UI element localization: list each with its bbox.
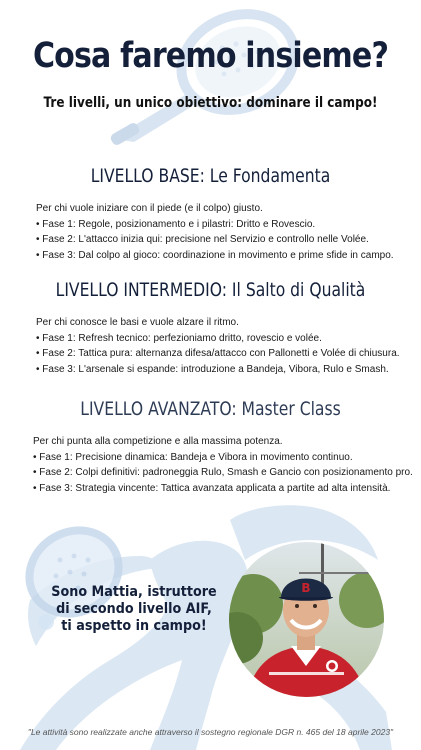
- level-intermedio-heading: LIVELLO INTERMEDIO: Il Salto di Qualità: [55, 279, 366, 301]
- level-avanzato-intro: Per chi punta alla competizione e alla massima potenza.: [33, 436, 283, 447]
- level-avanzato-phase-3: • Fase 3: Strategia vincente: Tattica avanzata applicata a partite ad alta intensità.: [33, 482, 391, 494]
- level-base-heading: LIVELLO BASE: Le Fondamenta: [90, 165, 331, 187]
- level-intermedio-intro: Per chi conosce le basi e vuole alzare il ritmo.: [36, 317, 239, 328]
- footer-note: "Le attività sono realizzate anche attraverso il sostegno regionale DGR n. 465 del 18 aprile 2023": [27, 727, 394, 737]
- page-subtitle: Tre livelli, un unico obiettivo: dominare il campo!: [43, 95, 378, 111]
- level-base-phase-1: • Fase 1: Regole, posizionamento e i pilastri: Dritto e Rovescio.: [36, 218, 316, 230]
- level-base-intro: Per chi vuole iniziare con il piede (e il colpo) giusto.: [36, 203, 263, 214]
- level-base-section: [0, 165, 421, 263]
- level-base-phase-2: • Fase 2: L'attacco inizia qui: precisione nel Servizio e controllo nelle Volée.: [36, 234, 369, 245]
- instructor-portrait: [229, 542, 384, 697]
- instructor-signoff: [46, 584, 222, 635]
- signoff-line-1: Sono Mattia, istruttore: [51, 584, 217, 600]
- level-intermedio-phase-1: • Fase 1: Refresh tecnico: perfezioniamo dritto, rovescio e volée.: [36, 332, 322, 344]
- level-avanzato-heading: LIVELLO AVANZATO: Master Class: [80, 398, 341, 420]
- level-intermedio-section: [0, 279, 421, 377]
- cap-logo: B: [301, 581, 311, 595]
- page-title: Cosa faremo insieme?: [32, 36, 389, 76]
- level-intermedio-phase-3: • Fase 3: L'arsenale si espande: introduzione a Bandeja, Vibora, Rulo e Smash.: [36, 363, 389, 375]
- level-avanzato-section: [0, 398, 421, 496]
- level-intermedio-body: [0, 315, 421, 377]
- signoff-line-2: di secondo livello AIF,: [56, 601, 212, 617]
- level-base-body: [0, 201, 421, 263]
- signoff-line-3: ti aspetto in campo!: [61, 618, 207, 634]
- level-avanzato-phase-1: • Fase 1: Precisione dinamica: Bandeja e Vibora in movimento continuo.: [33, 451, 353, 463]
- level-intermedio-phase-2: • Fase 2: Tattica pura: alternanza difesa/attacco con Pallonetti e Volée di chiusura.: [36, 348, 400, 359]
- level-base-phase-3: • Fase 3: Dal colpo al gioco: coordinazione in movimento e prime sfide in campo.: [36, 249, 394, 261]
- level-avanzato-phase-2: • Fase 2: Colpi definitivi: padroneggia Rulo, Smash e Gancio con posizionamento pro.: [33, 467, 413, 478]
- level-avanzato-body: [0, 434, 421, 496]
